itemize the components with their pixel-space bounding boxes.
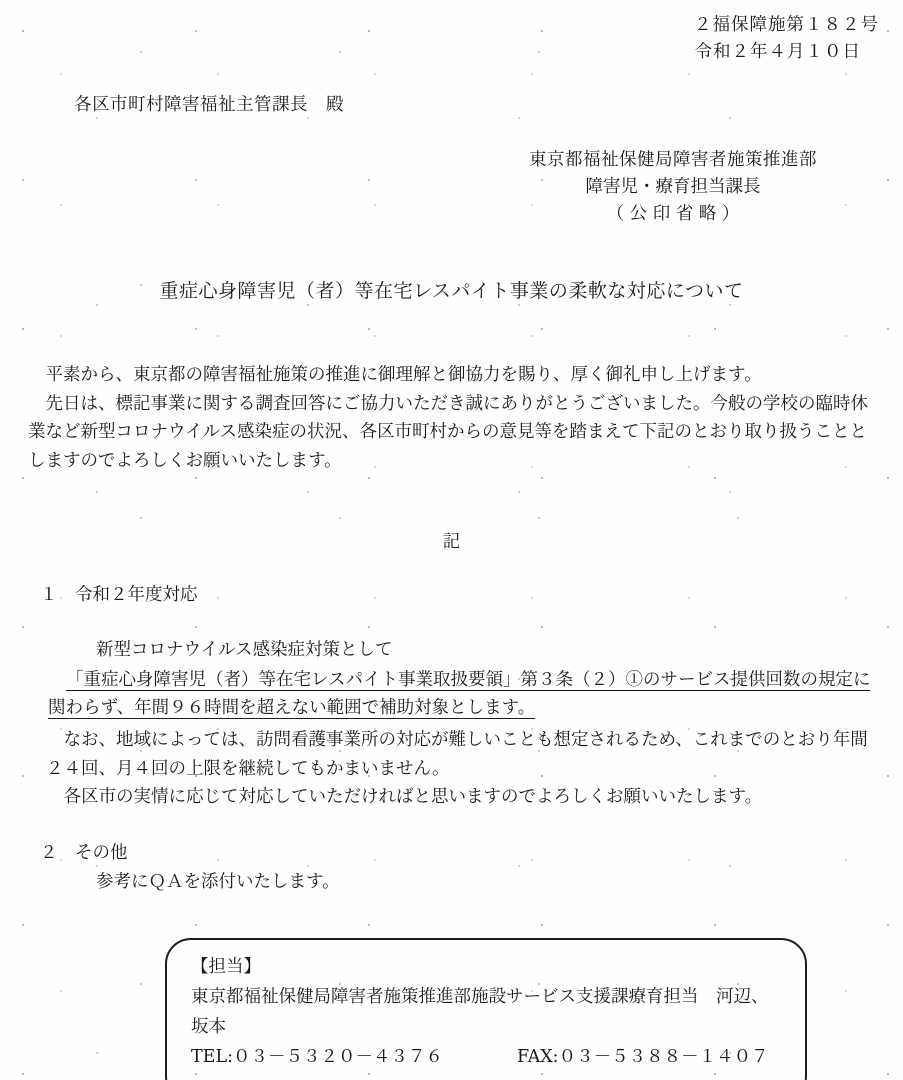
document-title: 重症心身障害児（者）等在宅レスパイト事業の柔軟な対応について xyxy=(159,280,744,302)
section2-body: 参考にＱＡを添付いたします。 xyxy=(96,871,340,892)
document-header xyxy=(0,0,903,66)
contact-fax: FAX:０３－５３８８－１４０７ xyxy=(516,1046,769,1067)
greeting-paragraph-2: 先日は、標記事業に関する調査回答にご協力いただき誠にありがとうございました。今般の学校の臨時休業など新型コロナウイルス感染症の状況、各区市町村からの意見等を踏まえて下記のとおり取り扱うこととしますのでよろしくお願いいたします。 xyxy=(28,393,868,471)
contact-box xyxy=(165,938,807,1080)
section1-note1: なお、地域によっては、訪問看護事業所の対応が難しいことも想定されるため、これまでのとおり年間２４回、月４回の上限を継続してもかまいません。 xyxy=(46,730,868,779)
greeting-paragraph-1: 平素から、東京都の障害福祉施策の推進に御理解と御協力を賜り、厚く御礼申し上げます。 xyxy=(45,365,762,385)
sender-title: 障害児・療育担当課長 xyxy=(585,177,761,197)
section1-intro: 新型コロナウイルス感染症対策として xyxy=(96,640,393,660)
contact-tel: TEL:０３－５３２０－４３７６ xyxy=(191,1046,443,1067)
greeting-paragraphs xyxy=(28,361,881,475)
sender-organization: 東京都福祉保健局障害者施策推進部 xyxy=(529,150,817,170)
record-marker: 記 xyxy=(442,532,461,552)
document-number: ２福保障施第１８２号 xyxy=(694,15,879,35)
contact-label: 【担当】 xyxy=(191,956,261,977)
underlined-text: 「重症心身障害児（者）等在宅レスパイト事業取扱要領」第３条（２）①のサービス提供回数の規定に関わらず、年間９６時間を超えない範囲で補助対象とします。 xyxy=(48,670,871,718)
document-date: 令和２年４月１０日 xyxy=(694,42,861,62)
sender-inner xyxy=(529,147,817,228)
section2-heading: ２ その他 xyxy=(40,842,128,863)
section1-underlined-rule xyxy=(48,666,871,722)
section1-note2: 各区市の実情に応じて対応していただければと思いますのでよろしくお願いいたします。 xyxy=(63,787,763,807)
section1-heading: １ 令和２年度対応 xyxy=(40,585,198,605)
seal-omitted-note: （ 公 印 省 略 ） xyxy=(606,204,740,224)
contact-department-line: 東京都福祉保健局障害者施策推進部施設サービス支援課療育担当 河辺、坂本 xyxy=(191,986,769,1037)
sender-block xyxy=(0,147,903,228)
addressee-line: 各区市町村障害福祉主管課長 殿 xyxy=(74,95,344,115)
contact-phones xyxy=(191,1042,781,1072)
